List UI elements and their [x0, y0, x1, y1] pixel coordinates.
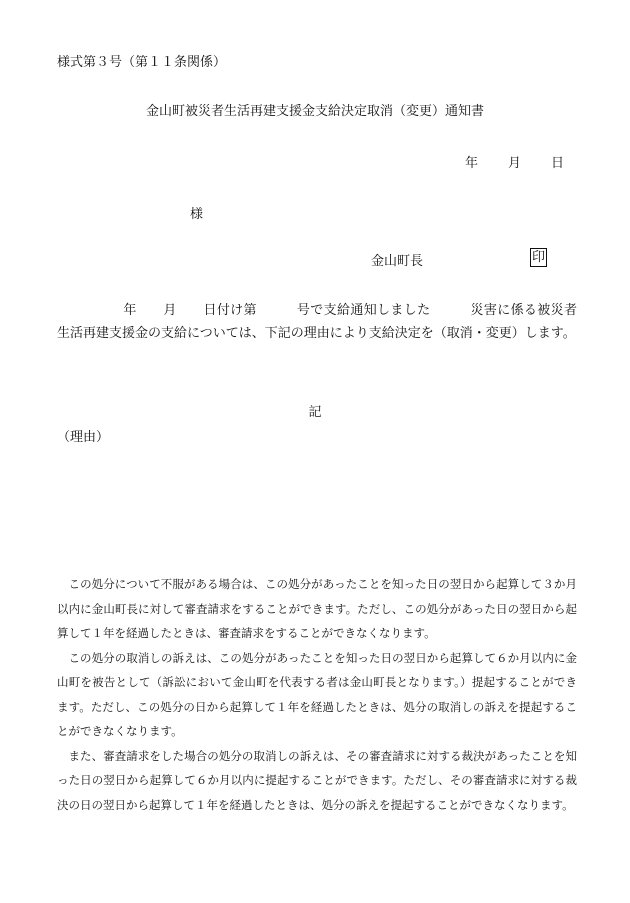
addressee-suffix: 様 — [190, 207, 204, 222]
issuer-name: 金山町長 — [371, 254, 424, 269]
year-label: 年 — [465, 156, 479, 171]
document-title: 金山町被災者生活再建支援金支給決定取消（変更）通知書 — [145, 104, 484, 119]
body-text: 年 月 日付け第 号で支給通知しました 災害に係る被災者生活再建支援金の支給については、下記の理由により支給決定を（取消・変更）します。 — [57, 303, 577, 341]
ki-heading: 記 — [308, 405, 322, 420]
seal-mark: 印 — [532, 250, 546, 265]
appeal-notice — [57, 572, 577, 817]
month-label: 月 — [508, 156, 522, 171]
date-line — [465, 152, 564, 171]
day-label: 日 — [551, 156, 565, 171]
form-number: 様式第３号（第１１条関係） — [57, 55, 227, 70]
notice-paragraph: また、審査請求をした場合の処分の取消しの訴えは、その審査請求に対する裁決があったことを知った日の翌日から起算して６か月以内に提起することができます。ただし、その審査請求に対する裁決の日の翌日から起算して１年を経過したときは、処分の訴えを提起することができなくなります。 — [57, 748, 577, 812]
reason-label: （理由） — [57, 430, 110, 445]
notice-paragraph: この処分の取消しの訴えは、この処分があったことを知った日の翌日から起算して６か月以内に金山町を被告として（訴訟において金山町を代表する者は金山町長となります。）提起することができます。ただし、この処分の日から起算して１年を経過したときは、処分の取消しの訴えを提起することができなくなります。 — [57, 650, 577, 738]
body-paragraph — [57, 299, 577, 345]
notice-paragraph: この処分について不服がある場合は、この処分があったことを知った日の翌日から起算して３か月以内に金山町長に対して審査請求をすることができます。ただし、この処分があった日の翌日から起算して１年を経過したときは、審査請求をすることができなくなります。 — [57, 577, 577, 640]
